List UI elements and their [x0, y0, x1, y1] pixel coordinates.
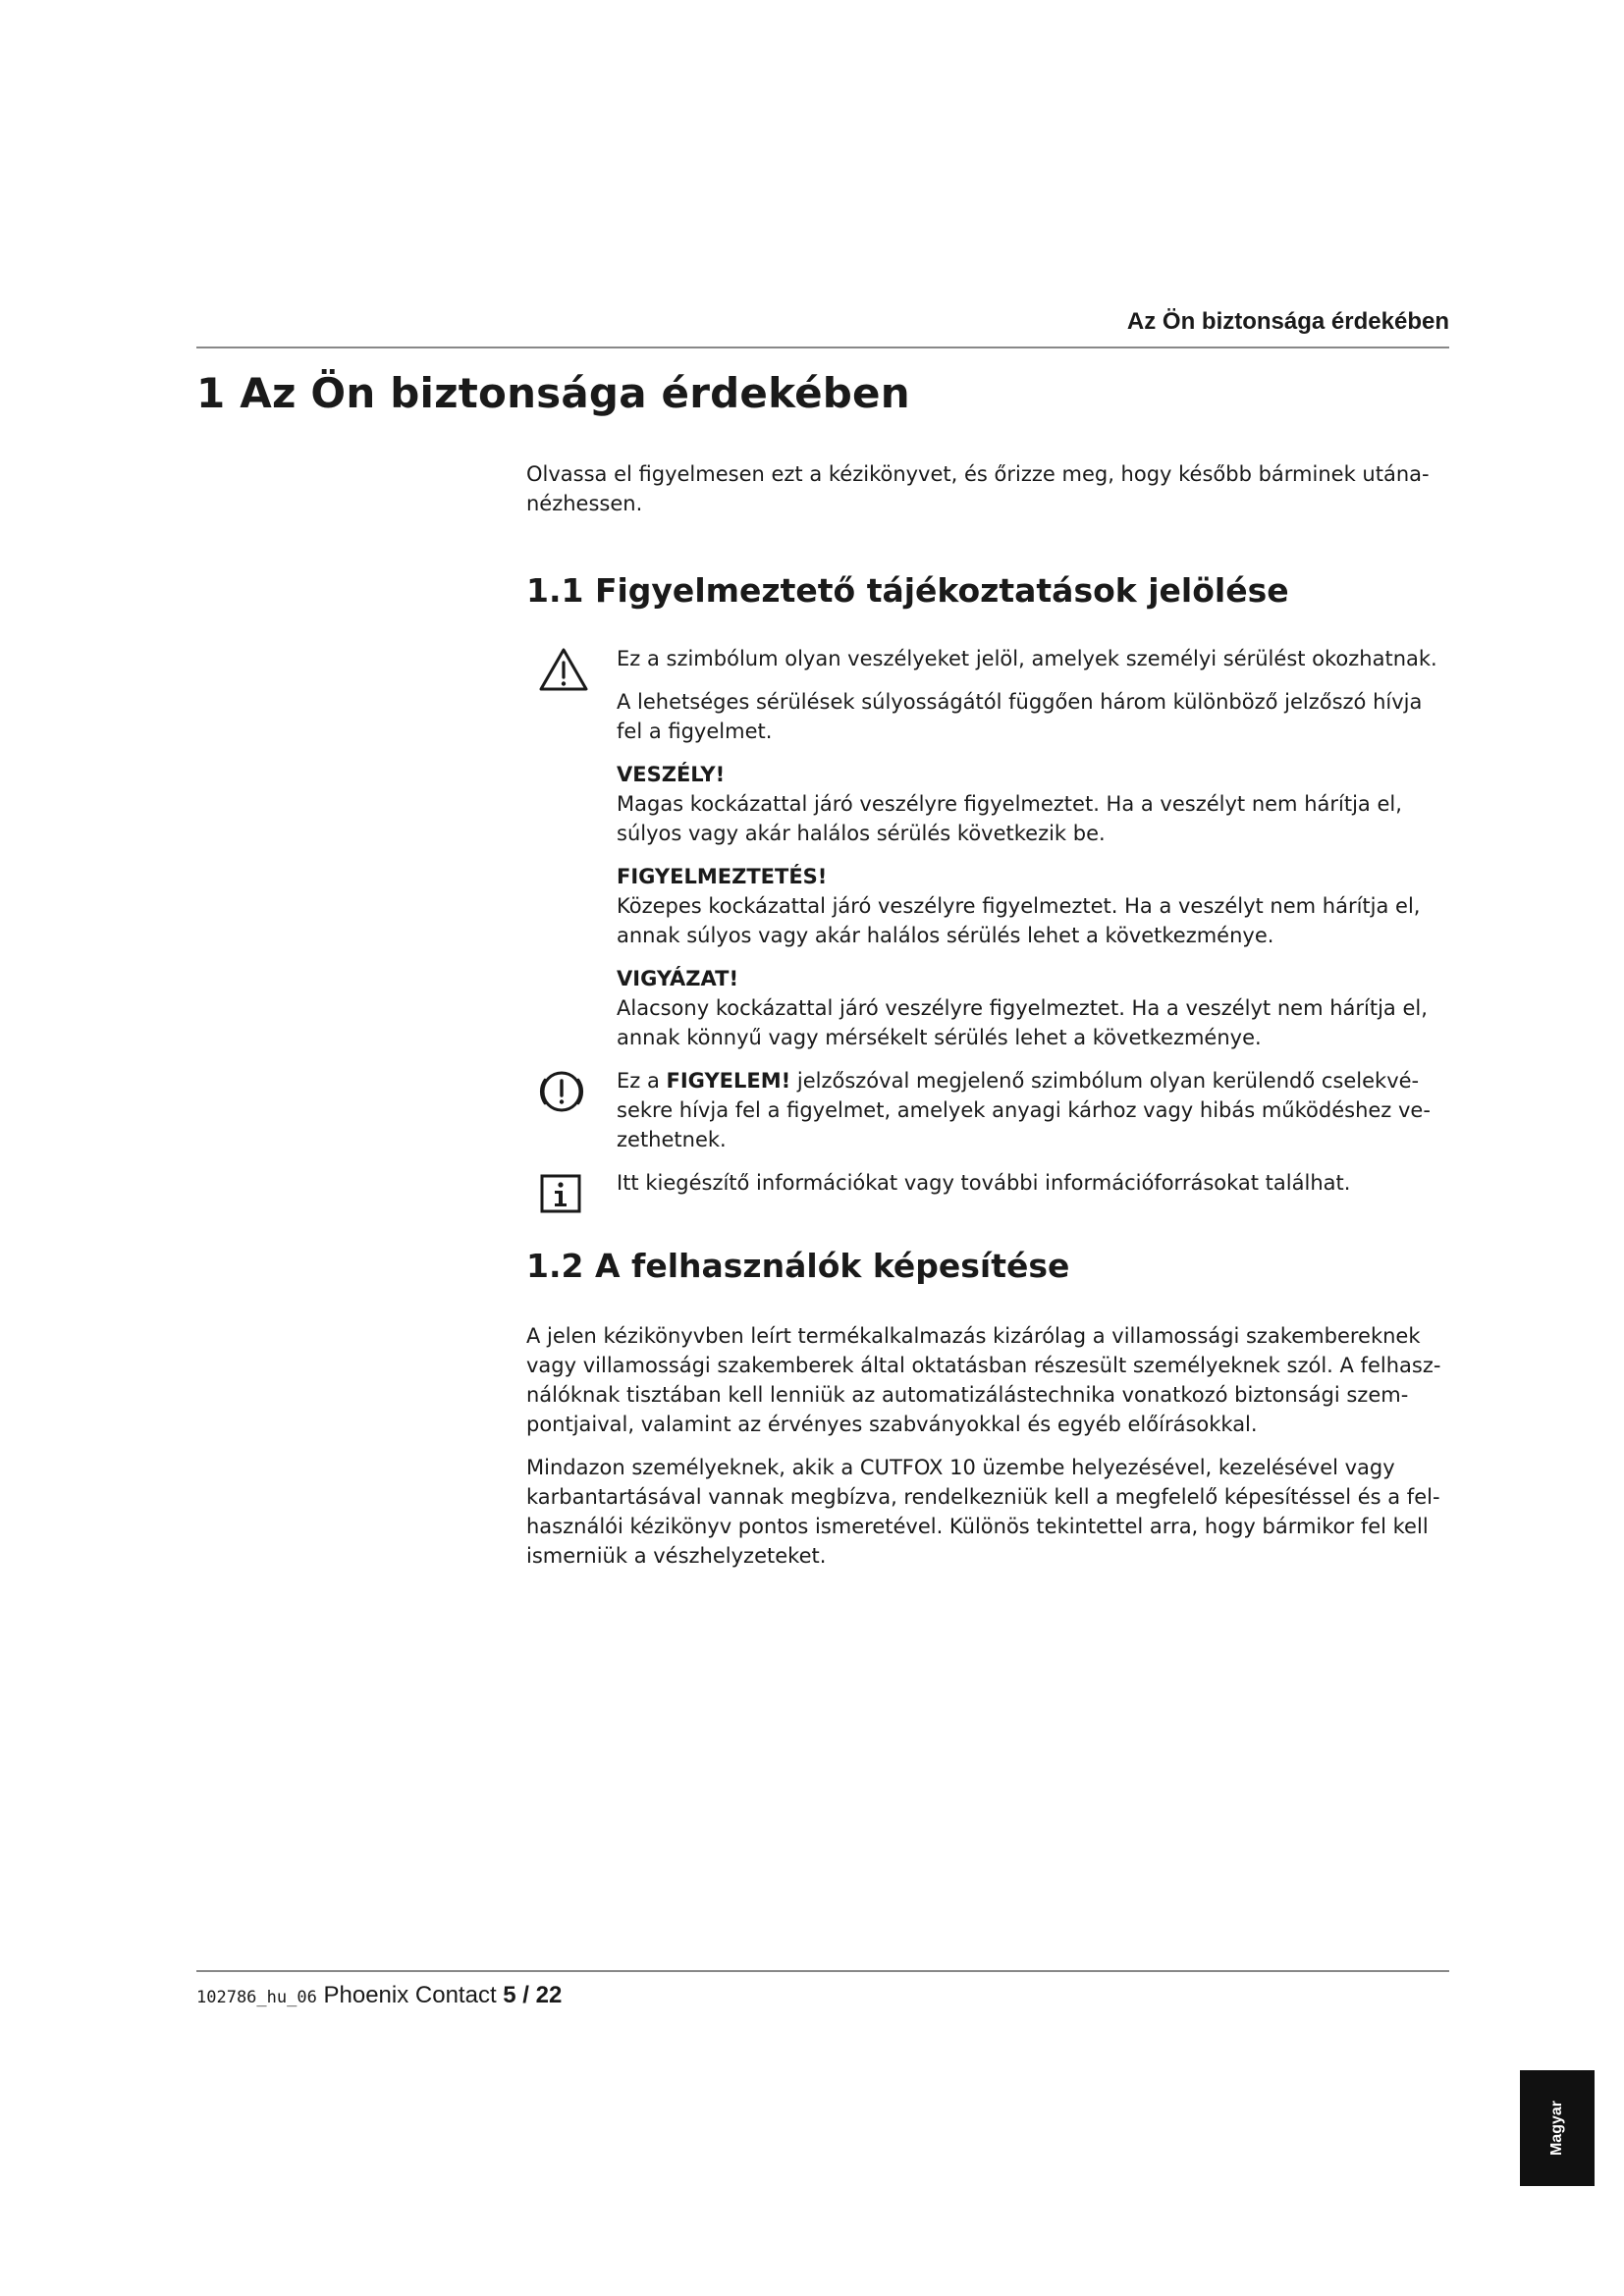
info-notice: [526, 1168, 1449, 1198]
running-header-title: Az Ön biztonsága érdekében: [1126, 308, 1449, 335]
exclamation-circle-icon: [538, 1068, 585, 1119]
footer-doc-number: 102786_hu_06: [196, 1988, 317, 2007]
warning-triangle-icon: [538, 646, 589, 697]
chapter-title: 1 Az Ön biztonsága érdekében: [196, 369, 910, 417]
language-tab: [1520, 2070, 1595, 2186]
header-rule: [196, 347, 1449, 348]
signal-text-caution: Alacsony kockázattal járó veszélyre figyelmeztet. Ha a veszélyt nem hárítja el, annak könnyű vagy mérsékelt sérülés lehet a következménye.: [617, 996, 1428, 1049]
signal-word-caution: VIGYÁZAT!: [617, 967, 739, 990]
footer-rule: [196, 1970, 1449, 1972]
attention-paragraph: Ez a FIGYELEM! jelzőszóval megjelenő szimbólum olyan kerülendő cselekvé-sekre hívja fel a figyelmet, amelyek anyagi kárhoz vagy hibás működéshez ve-zethetnek.: [617, 1069, 1431, 1151]
attention-notice: [526, 1066, 1449, 1154]
warning-line-1: Ez a szimbólum olyan veszélyeket jelöl, amelyek személyi sérülést okozhatnak.: [617, 647, 1437, 670]
qualification-paragraph-1: A jelen kézikönyvben leírt termékalkalmazás kizárólag a villamossági szakembereknek vagy villamossági szakemberek által oktatásban részesült személyeknek szól. A felhasz-nálóknak tisztában kell lenniük az automatizálástechnika vonatkozó biztonsági szem-pontjaival, valamint az érvényes szabványokkal és egyéb előírásokkal.: [526, 1324, 1441, 1436]
warning-line-2: A lehetséges sérülések súlyosságától függően három különböző jelzőszó hívja fel a figyelmet.: [617, 690, 1423, 743]
section-1-1-title: 1.1 Figyelmeztető tájékoztatások jelölése: [526, 571, 1289, 610]
intro-paragraph: Olvassa el figyelmesen ezt a kézikönyvet, és őrizze meg, hogy később bárminek utána-nézhessen.: [526, 462, 1430, 515]
info-icon: [538, 1170, 583, 1219]
language-tab-label: Magyar: [1548, 2100, 1565, 2157]
signal-text-warning: Közepes kockázattal járó veszélyre figyelmeztet. Ha a veszélyt nem hárítja el, annak súlyos vagy akár halálos sérülés lehet a következménye.: [617, 894, 1421, 947]
section-1-2-title: 1.2 A felhasználók képesítése: [526, 1247, 1070, 1285]
warning-notice: [526, 644, 1449, 1052]
qualification-block: [526, 1321, 1449, 1571]
signal-word-warning: FIGYELMEZTETÉS!: [617, 865, 828, 888]
notice-symbols-block: [526, 644, 1449, 1198]
signal-text-danger: Magas kockázattal járó veszélyre figyelmeztet. Ha a veszélyt nem hárítja el, súlyos vagy akár halálos sérülés következik be.: [617, 792, 1402, 845]
footer-company: Phoenix Contact: [323, 1982, 497, 2008]
signal-word-danger: VESZÉLY!: [617, 763, 726, 786]
footer-page-number: 5 / 22: [503, 1982, 563, 2008]
intro-block: [526, 459, 1449, 518]
info-paragraph: Itt kiegészítő információkat vagy további információforrásokat találhat.: [617, 1171, 1351, 1195]
footer: [196, 1982, 562, 2009]
attention-keyword: FIGYELEM!: [666, 1069, 791, 1093]
qualification-paragraph-2: Mindazon személyeknek, akik a CUTFOX 10 üzembe helyezésével, kezelésével vagy karbantartásával vannak megbízva, rendelkezniük kell a megfelelő képesítéssel és a fel-használói kézikönyv pontos ismeretével. Különös tekintettel arra, hogy bármikor fel kell ismerniük a vészhelyzeteket.: [526, 1456, 1440, 1568]
